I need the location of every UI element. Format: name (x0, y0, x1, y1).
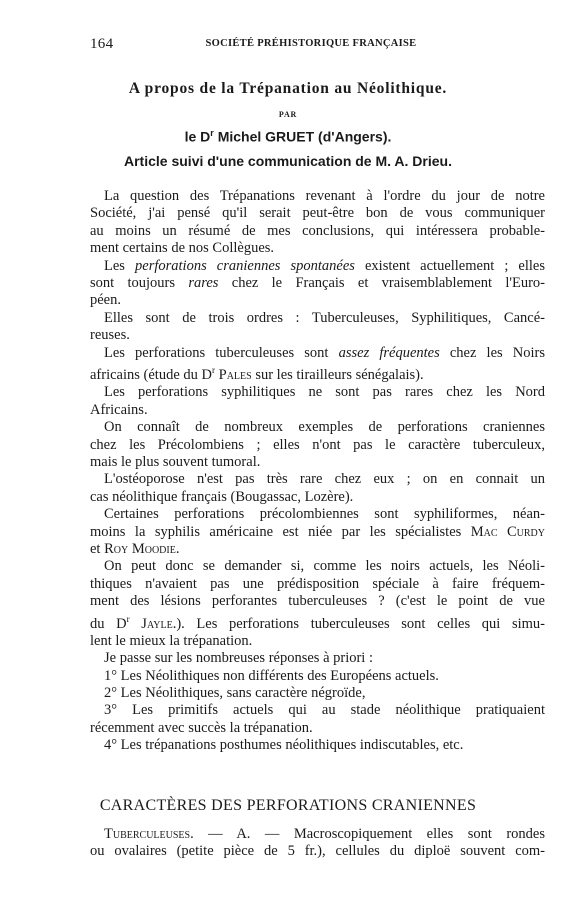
emphasis: rares (188, 275, 219, 292)
text-line: Africains. (90, 401, 148, 418)
text-line: sont toujours rares chez le Français et vraisemblablement l'Euro- (90, 275, 545, 292)
text-line: On connaît de nombreux exemples de perforations craniennes (104, 419, 545, 436)
by-label: PAR (278, 110, 298, 119)
text-line: récemment avec succès la trépanation. (90, 719, 313, 736)
text-line: péen. (90, 292, 121, 309)
text-line: Les perforations syphilitiques ne sont pas rares chez les Nord (104, 384, 545, 401)
text-line: mais le plus souvent tumoral. (90, 453, 261, 470)
text-line: Je passe sur les nombreuses réponses à priori : (104, 650, 373, 667)
small-caps-name: Pales (218, 366, 252, 383)
list-item: 3° Les primitifs actuels qui au stade néolithique pratiquaient (104, 702, 545, 719)
journal-title: SOCIÉTÉ PRÉHISTORIQUE FRANÇAISE (205, 38, 417, 49)
text-line: Certaines perforations précolombiennes sont syphiliformes, néan- (104, 506, 545, 523)
text-line: africains (étude du $D^r$ Pales sur les tirailleurs sénégalais). (90, 365, 424, 383)
article-body (90, 188, 545, 755)
text-line: La question des Trépanations revenant à l'ordre du jour de notre (104, 188, 545, 204)
text-line: lent le mieux la trépanation. (90, 632, 253, 649)
page-number: 164 (90, 36, 114, 52)
text-line: chez les Précolombiens ; elles n'ont pas le caractère tuberculeux, (90, 436, 545, 453)
text-line: On peut donc se demander si, comme les noirs actuels, les Néoli- (104, 558, 545, 575)
list-item: 1° Les Néolithiques non différents des Européens actuels. (104, 667, 439, 684)
text-line: Les perforations tuberculeuses sont assez fréquentes chez les Noirs (104, 344, 545, 361)
text-line: ment des lésions perforantes tuberculeuses ? (c'est le point de vue (90, 593, 545, 610)
text-line: thiques n'avaient pas une prédisposition spéciale à faire fréquem- (90, 575, 545, 592)
list-item: 4° Les trépanations posthumes néolithiques indiscutables, etc. (104, 737, 464, 754)
section-body (90, 826, 545, 861)
article-title: A propos de la Trépanation au Néolithique. (128, 80, 448, 97)
section-heading: CARACTÈRES DES PERFORATIONS CRANIENNES (99, 797, 477, 814)
text-line: L'ostéoporose n'est pas très rare chez eux ; on en connait un (104, 471, 545, 488)
small-caps-name: Jayle (141, 615, 173, 632)
text-line: au moins un résumé de mes conclusions, qui intéressera probable- (90, 222, 545, 239)
text-line: Tuberculeuses. — A. — Macroscopiquement elles sont rondes (104, 826, 545, 842)
small-caps-lead: Tuberculeuses. (104, 826, 194, 842)
author-name: Michel GRUET (d'Angers). (213, 128, 392, 145)
text-line: moins la syphilis américaine est niée par les spécialistes Mac Curdy (90, 523, 545, 540)
emphasis: assez fréquentes (338, 344, 440, 361)
emphasis: perforations craniennes spontanées (135, 257, 355, 274)
list-item: 2° Les Néolithiques, sans caractère négroïde, (104, 685, 366, 702)
text-line: Société, j'ai pensé qu'il serait peut-être bon de vous communiquer (90, 205, 545, 222)
running-head (90, 36, 532, 52)
author-prefix: le D (184, 128, 211, 145)
text-line: cas néolithique français (Bougassac, Lozère). (90, 488, 354, 505)
article-subtitle: Article suivi d'une communication de M. A. Drieu. (124, 153, 452, 169)
text-line: ment certains de nos Collègues. (90, 240, 275, 257)
text-line: et Roy Moodie. (90, 540, 180, 557)
small-caps-name: Mac Curdy (470, 523, 545, 540)
author-line (0, 128, 576, 145)
small-caps-name: Roy Moodie (104, 540, 176, 557)
author-prefix-sup: r (210, 128, 214, 138)
text-line: ou ovalaires (petite pièce de 5 fr.), cellules du diploë souvent com- (90, 843, 545, 860)
text-line: Elles sont de trois ordres : Tuberculeuses, Syphilitiques, Cancé- (104, 309, 545, 326)
text-line: du $D^r$ Jayle.). Les perforations tuberculeuses sont celles qui simu- (90, 613, 545, 632)
text-line: reuses. (90, 327, 130, 344)
text-line: Les perforations craniennes spontanées existent actuellement ; elles (104, 257, 545, 274)
